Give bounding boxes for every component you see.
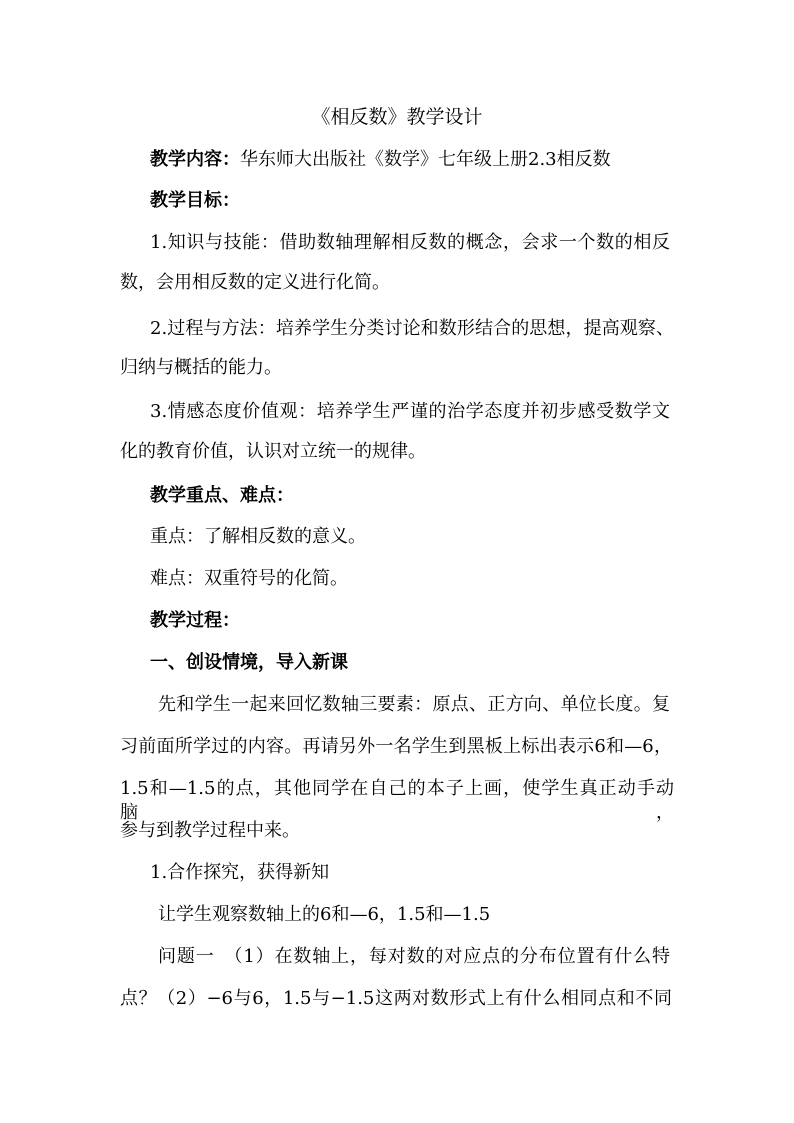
para2-text: 让学生观察数轴上的6和—6，1.5和—1.5 [158,904,491,925]
question1-line2: 点？（2）−6与6，1.5与−1.5这两对数形式上有什么相同点和不同 [120,988,672,1009]
goal2-line2: 归纳与概括的能力。 [120,357,282,378]
para1-line4: 参与到教学过程中来。 [120,820,300,841]
goal3-line2: 化的教育价值，认识对立统一的规律。 [120,441,426,462]
goal2-line1: 2.过程与方法：培养学生分类讨论和数形结合的思想，提高观察、 [150,318,674,339]
question1-line1: 问题一 （1）在数轴上，每对数的对应点的分布位置有什么特 [158,946,670,967]
goal1-line2: 数，会用相反数的定义进行化简。 [120,272,390,293]
section1-heading: 一、创设情境，导入新课 [150,652,348,673]
difficult-point-text: 难点：双重符号的化简。 [150,568,348,589]
goal1-line1: 1.知识与技能：借助数轴理解相反数的概念，会求一个数的相反 [150,232,670,253]
teaching-content-line [150,148,611,172]
process-heading: 教学过程： [150,610,240,631]
document-title: 《相反数》教学设计 [311,106,483,128]
teaching-content-label: 教学内容： [150,149,240,170]
subsection1-heading: 1.合作探究，获得新知 [150,862,330,883]
para1-line3: 1.5和—1.5的点，其他同学在自己的本子上画，使学生真正动手动脑， [120,778,674,823]
goal3-line1: 3.情感态度价值观：培养学生严谨的治学态度并初步感受数学文 [150,401,670,422]
goals-heading: 教学目标： [150,190,240,211]
key-points-heading: 教学重点、难点： [150,485,294,506]
key-point-text: 重点：了解相反数的意义。 [150,526,366,547]
para1-line1: 先和学生一起来回忆数轴三要素：原点、正方向、单位长度。复 [158,694,670,715]
para1-line2: 习前面所学过的内容。再请另外一名学生到黑板上标出表示6和—6， [120,736,672,757]
teaching-content-value: 华东师大出版社《数学》七年级上册2.3相反数 [240,149,611,170]
